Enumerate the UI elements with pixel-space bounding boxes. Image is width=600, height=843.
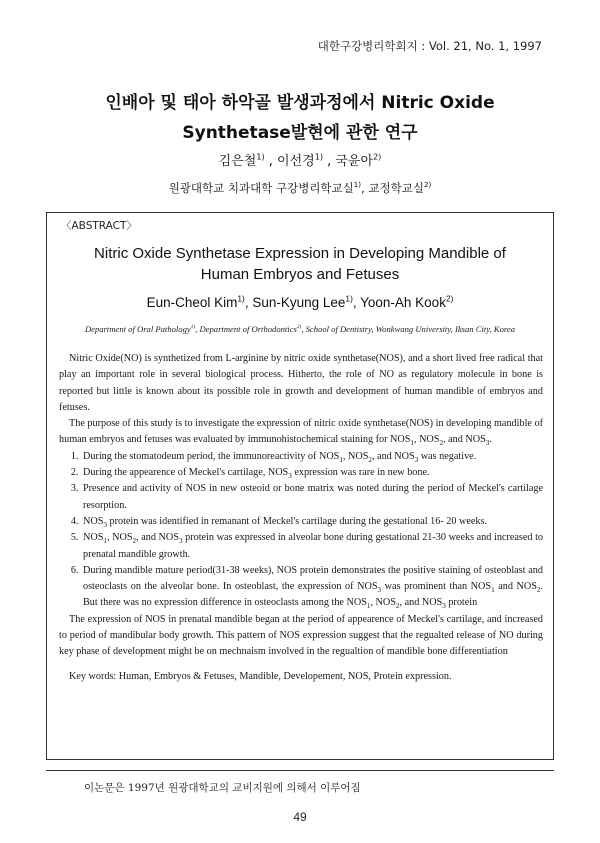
affiliation-1-mark: 1): [353, 180, 362, 190]
english-title: [47, 243, 553, 285]
abstract-paragraph-2: The purpose of this study is to investigate the expression of nitric oxide synthetase(NOS) in developing mandible of human embryos and fetuses was evaluated by immunohistochemical staining for $NOS_1$, $NOS_2$, and $NOS_3$.: [59, 418, 543, 448]
list-item: 6. During mandible mature period(31-38 weeks), NOS protein demonstrates the positive staining of osteoblast and osteoclasts on the alveolar bone. In osteoblast, the expression of $NOS_3$ was prominent than $NOS_1$ and $NOS_2$. But there was no expression difference in osteoclasts among the $NOS_1$, $NOS_2$, and $NOS_3$ protein: [81, 563, 543, 612]
english-authors: [47, 295, 553, 310]
abstract-paragraph-3: The expression of NOS in prenatal mandible began at the period of appearence of Meckel's cartilage, and increased to period of mandibular body growth. This pattern of NOS expression suggest that the regualted release of NO during key phase of development might be on mechnaism involved in the regualtion of mandible bone differentiation: [59, 613, 543, 658]
korean-authors: [0, 150, 600, 169]
list-item: 4. $NOS_3$ protein was identified in remanant of Meckel's cartilage during the gestational 16- 20 weeks.: [81, 514, 543, 530]
author-3-mark: 2): [373, 152, 382, 162]
abstract-body: [59, 351, 543, 685]
english-affiliation-3: , School of Dentistry, Wonkwang University, Iksan City, Korea: [301, 324, 516, 334]
footnote: 이논문은 1997년 원광대학교의 교비지원에 의해서 이루어짐: [84, 782, 361, 794]
author-2-mark: 1): [314, 152, 323, 162]
english-title-line1: Nitric Oxide Synthetase Expression in Developing Mandible of: [94, 245, 506, 262]
abstract-paragraph-1: Nitric Oxide(NO) is synthetized from L-arginine by nitric oxide synthetase(NOS), and a short lived free radical that play an important role in several biological process. Hitherto, the role of NO as regulatory molecule in bone is reported but little is known about its possible role in growth and development of human mandible of embryos and fetuses.: [59, 353, 543, 413]
author-separator: ,: [264, 154, 278, 169]
english-affiliation-1-mark: 1): [190, 324, 196, 331]
english-author-2-mark: 1): [345, 293, 353, 304]
author-1-mark: 1): [256, 152, 265, 162]
affiliation-2: , 교정학교실: [361, 181, 424, 195]
english-affiliation-2: , Department of Orthodontics: [195, 324, 297, 334]
keywords: Key words: Human, Embryos & Fetuses, Mandible, Developement, NOS, Protein expression.: [69, 670, 452, 682]
english-author-2: Sun-Kyung Lee: [252, 295, 346, 310]
english-title-line2: Human Embryos and Fetuses: [200, 266, 400, 283]
author-separator: ,: [322, 154, 336, 169]
affiliation-2-mark: 2): [423, 180, 432, 190]
english-affiliation-2-mark: 2): [296, 324, 302, 331]
korean-title-line2: Synthetase발현에 관한 연구: [182, 123, 418, 143]
journal-header: 대한구강병리학회지 : Vol. 21, No. 1, 1997: [317, 39, 542, 53]
english-author-3-mark: 2): [445, 293, 454, 304]
list-item: 5. $NOS_1$, $NOS_2$, and $NOS_3$ protein was expressed in alveolar bone during gestational 21-30 weeks and increased to prenatal mandible growth.: [81, 530, 543, 563]
affiliation-1: 원광대학교 치과대학 구강병리학교실: [168, 181, 354, 195]
author-3: 국윤아: [335, 154, 374, 169]
findings-list: [59, 449, 543, 612]
list-item: 1. During the stomatodeum period, the immunoreactivity of $NOS_1$, $NOS_2$, and $NOS_3$ was negative.: [81, 449, 543, 465]
english-author-1-mark: 1): [237, 293, 245, 304]
english-author-1: Eun-Cheol Kim: [146, 295, 238, 310]
korean-affiliation: [0, 180, 600, 196]
page-number: 49: [293, 810, 307, 824]
author-1: 김은철: [218, 154, 257, 169]
list-item: 3. Presence and activity of NOS in new osteoid or bone matrix was noted during the period of Meckel's cartilage resorption.: [81, 481, 543, 514]
english-author-3: Yoon-Ah Kook: [360, 295, 446, 310]
korean-title-line1: 인배아 및 태아 하악골 발생과정에서 Nitric Oxide: [105, 93, 495, 113]
footnote-divider: [46, 770, 554, 771]
abstract-box: [46, 212, 554, 760]
english-author-separator: ,: [352, 295, 361, 310]
english-affiliation-1: Department of Oral Pathology: [84, 324, 191, 334]
list-item: 2. During the appearence of Meckel's cartilage, $NOS_3$ expression was rare in new bone.: [81, 465, 543, 481]
author-2: 이선경: [277, 154, 315, 169]
english-author-separator: ,: [244, 295, 253, 310]
abstract-label: 〈ABSTRACT〉: [61, 220, 137, 232]
english-affiliation: [47, 324, 553, 334]
